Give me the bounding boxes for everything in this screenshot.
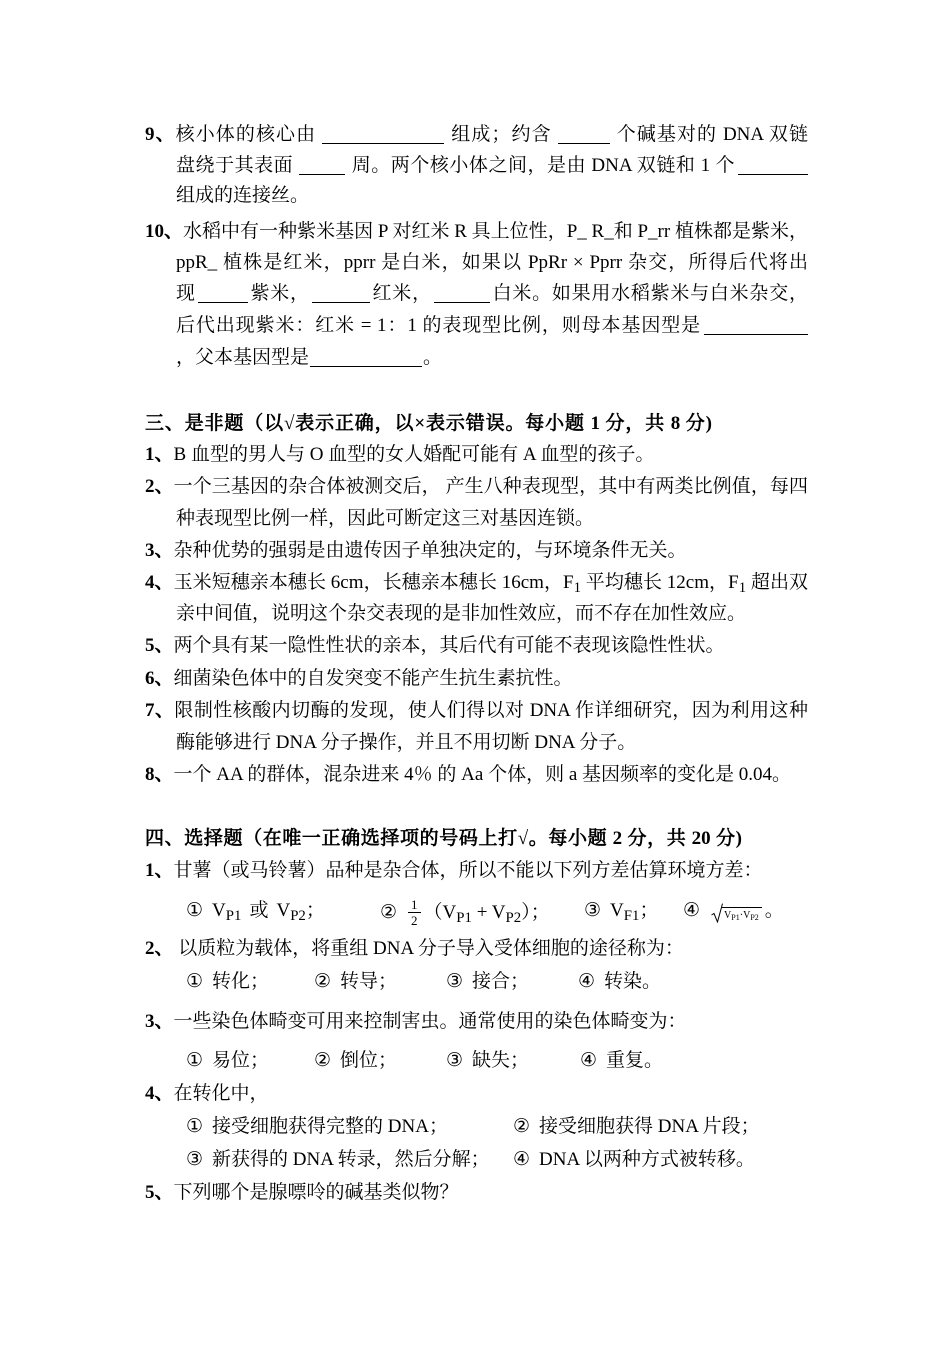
question-number: 10、: [145, 221, 184, 242]
question-text: 组成的连接丝。: [176, 185, 310, 206]
question-text: B 血型的男人与 O 血型的女人婚配可能有 A 血型的孩子。: [173, 444, 655, 465]
subscript: P1: [456, 910, 472, 926]
option-text: 缺失；: [472, 1050, 530, 1071]
fraction: [408, 897, 421, 928]
tf-item-2-line-2: [176, 506, 594, 532]
question-text: 下列哪个是腺嘌呤的碱基类似物？: [173, 1182, 459, 1203]
mc-q1-option-1: [186, 898, 325, 924]
variance-symbol: V: [743, 909, 751, 921]
q9-line-2: [176, 153, 808, 179]
option-marker: ②: [380, 901, 398, 923]
mc-q1-option-4: [683, 898, 784, 924]
question-number: 9、: [145, 124, 176, 145]
option-text: 接合；: [472, 971, 530, 992]
tf-item-4-line-1: [145, 570, 808, 596]
question-text: 现: [176, 283, 196, 304]
option-text: 接受细胞获得 DNA 片段；: [539, 1116, 760, 1137]
question-text: 细菌染色体中的自发突变不能产生抗生素抗性。: [173, 668, 573, 689]
question-number: 4、: [145, 1083, 174, 1104]
question-text: 水稻中有一种紫米基因 P 对红米 R 具上位性，P_ R_和 P_rr 植株都是紫米，: [183, 221, 808, 242]
tf-item-4-line-2: [176, 601, 746, 627]
option-text: 。: [764, 900, 784, 921]
answer-blank: [558, 143, 610, 144]
answer-blank: [704, 334, 808, 335]
question-text: 一个三基因的杂合体被测交后， 产生八种表现型，其中有两类比例值，每四: [173, 476, 808, 497]
question-text: 一些染色体畸变可用来控制害虫。通常使用的染色体畸变为：: [173, 1011, 687, 1032]
variance-symbol: V: [212, 900, 226, 921]
option-marker: ①: [186, 900, 204, 921]
question-text: 白米。如果用水稻紫米与白米杂交，: [491, 283, 808, 304]
tf-item-8: [145, 762, 791, 788]
answer-blank: [434, 302, 490, 303]
question-text: 盘绕于其表面: [176, 155, 294, 176]
radicand: [722, 907, 762, 923]
answer-blank: [738, 174, 808, 175]
option-text: ）；: [521, 901, 550, 923]
option-marker: ②: [314, 1050, 332, 1071]
question-number: 6、: [145, 668, 174, 689]
question-text: 。: [423, 347, 443, 368]
subscript: P2: [505, 910, 522, 926]
question-text: 超出双: [746, 572, 808, 593]
mc-q4-option-3: [186, 1147, 490, 1173]
question-text: 种表现型比例一样，因此可断定这三对基因连锁。: [176, 508, 595, 529]
q10-line-3: [176, 281, 808, 307]
mc-q2-option-2: [314, 969, 397, 995]
mc-q3-option-3: [446, 1048, 529, 1074]
question-number: 4、: [145, 572, 174, 593]
question-text: 玉米短穗亲本穗长 6cm，长穗亲本穗长 16cm，F: [173, 572, 574, 593]
question-text: 后代出现紫米：红米 = 1：1 的表现型比例，则母本基因型是: [176, 315, 701, 336]
question-text: ，父本基因型是: [176, 347, 310, 368]
answer-blank: [310, 366, 422, 367]
subscript: P2: [750, 912, 759, 922]
question-text: 甘薯（或马铃薯）品种是杂合体，所以不能以下列方差估算环境方差：: [173, 860, 763, 881]
option-marker: ③: [446, 971, 464, 992]
mc-question-5: [145, 1180, 459, 1206]
square-root: [711, 897, 762, 923]
q9-line-3: [176, 183, 309, 209]
tf-item-3: [145, 538, 687, 564]
option-text: 重复。: [606, 1050, 664, 1071]
variance-symbol: V: [610, 900, 624, 921]
option-marker: ①: [186, 1050, 204, 1071]
mc-q2-option-1: [186, 969, 269, 995]
question-text: 组成；约含: [450, 124, 552, 145]
subscript: P2: [290, 908, 306, 925]
option-marker: ③: [446, 1050, 464, 1071]
mc-q3-option-1: [186, 1048, 269, 1074]
option-marker: ①: [186, 971, 204, 992]
q9-line-1: [145, 122, 808, 148]
question-text: 两个具有某一隐性性状的亲本，其后代有可能不表现该隐性性状。: [173, 635, 725, 656]
mc-q3-option-4: [580, 1048, 663, 1074]
question-number: 3、: [145, 1011, 174, 1032]
option-marker: ②: [314, 971, 332, 992]
subscript: P1: [225, 908, 242, 925]
variance-symbol: V: [724, 909, 732, 921]
question-text: 紫米，: [249, 283, 310, 304]
mc-question-3: [145, 1009, 687, 1035]
option-text: DNA 以两种方式被转移。: [539, 1149, 755, 1170]
tf-item-1: [145, 442, 654, 468]
q10-line-1: [145, 219, 808, 245]
question-number: 2、: [145, 476, 174, 497]
answer-blank: [312, 302, 370, 303]
q10-line-2: [176, 250, 808, 276]
mc-question-4: [145, 1081, 269, 1107]
section-title-multiple-choice: 四、选择题（在唯一正确选择项的号码上打√。每小题 2 分，共 20 分): [145, 828, 742, 849]
option-marker: ④: [683, 900, 701, 921]
option-text: ；: [639, 900, 659, 921]
multiply-dot: ·: [739, 909, 744, 921]
option-text: 转导；: [340, 971, 398, 992]
option-marker: ④: [513, 1149, 531, 1170]
option-marker: ③: [186, 1149, 204, 1170]
mc-q4-option-1: [186, 1114, 448, 1140]
mc-q2-option-3: [446, 969, 529, 995]
question-text: ppR_ 植株是红米，pprr 是白米，如果以 PpRr × Pprr 杂交，所得后代将出: [176, 252, 808, 273]
question-text: 红米，: [371, 283, 432, 304]
question-text: 核小体的核心由: [175, 124, 317, 145]
tf-item-2-line-1: [145, 474, 808, 500]
mc-q4-option-4: [513, 1147, 755, 1173]
option-text: 转化；: [212, 971, 270, 992]
subscript: 1: [573, 580, 581, 597]
question-text: 杂种优势的强弱是由遗传因子单独决定的，与环境条件无关。: [173, 540, 687, 561]
tf-item-5: [145, 633, 725, 659]
variance-symbol: V: [276, 900, 291, 921]
tf-item-6: [145, 666, 573, 692]
question-number: 8、: [145, 764, 174, 785]
mc-question-1: [145, 858, 763, 884]
question-text: 亲中间值，说明这个杂交表现的是非加性效应，而不存在加性效应。: [176, 603, 747, 624]
mc-q3-option-2: [314, 1048, 397, 1074]
option-text: 新获得的 DNA 转录，然后分解；: [212, 1149, 490, 1170]
q10-line-5: [176, 345, 442, 371]
option-marker: ④: [578, 971, 596, 992]
option-text: + V: [471, 901, 506, 923]
option-text: 转染。: [604, 971, 662, 992]
subscript: 1: [738, 580, 747, 597]
option-marker: ①: [186, 1116, 204, 1137]
question-text: 在转化中，: [173, 1083, 269, 1104]
section-title-true-false: 三、是非题（以√表示正确，以×表示错误。每小题 1 分，共 8 分): [145, 413, 712, 434]
question-number: 2、: [145, 938, 174, 959]
mc-q4-option-2: [513, 1114, 760, 1140]
question-number: 5、: [145, 1182, 174, 1203]
question-text: 限制性核酸内切酶的发现，使人们得以对 DNA 作详细研究，因为利用这种: [174, 700, 808, 721]
answer-blank: [299, 174, 345, 175]
option-text: 倒位；: [340, 1050, 398, 1071]
answer-blank: [322, 143, 444, 144]
option-marker: ④: [580, 1050, 598, 1071]
question-number: 5、: [145, 635, 174, 656]
answer-blank: [198, 302, 248, 303]
fraction-denominator: 2: [411, 913, 418, 928]
question-text: 周。两个核小体之间，是由 DNA 双链和 1 个: [351, 155, 735, 176]
question-text: 个碱基对的 DNA 双链: [615, 124, 808, 145]
subscript: F1: [623, 908, 640, 925]
question-text: 以质粒为载体，将重组 DNA 分子导入受体细胞的途径称为：: [173, 938, 684, 959]
option-text: 易位；: [212, 1050, 270, 1071]
mc-q1-option-3: [584, 898, 658, 924]
question-number: 1、: [145, 444, 174, 465]
question-number: 7、: [145, 700, 175, 721]
question-number: 3、: [145, 540, 174, 561]
option-marker: ③: [584, 900, 602, 921]
option-marker: ②: [513, 1116, 531, 1137]
mc-q2-option-4: [578, 969, 661, 995]
question-number: 1、: [145, 860, 174, 881]
mc-q1-option-2: [380, 897, 550, 928]
option-text: （V: [423, 901, 457, 923]
mc-question-2: [145, 936, 684, 962]
question-text: 平均穗长 12cm，F: [581, 572, 739, 593]
tf-item-7-line-2: [176, 730, 636, 756]
subscript: P1: [731, 912, 740, 922]
q10-line-4: [176, 313, 808, 339]
tf-item-7-line-1: [145, 698, 808, 724]
option-text: ；: [305, 900, 325, 921]
option-text: 接受细胞获得完整的 DNA；: [212, 1116, 448, 1137]
question-text: 酶能够进行 DNA 分子操作，并且不用切断 DNA 分子。: [176, 732, 637, 753]
option-text: 或: [249, 900, 269, 921]
question-text: 一个 AA 的群体，混杂进来 4％ 的 Aa 个体，则 a 基因频率的变化是 0.04。: [173, 764, 791, 785]
fraction-numerator: 1: [408, 897, 421, 913]
